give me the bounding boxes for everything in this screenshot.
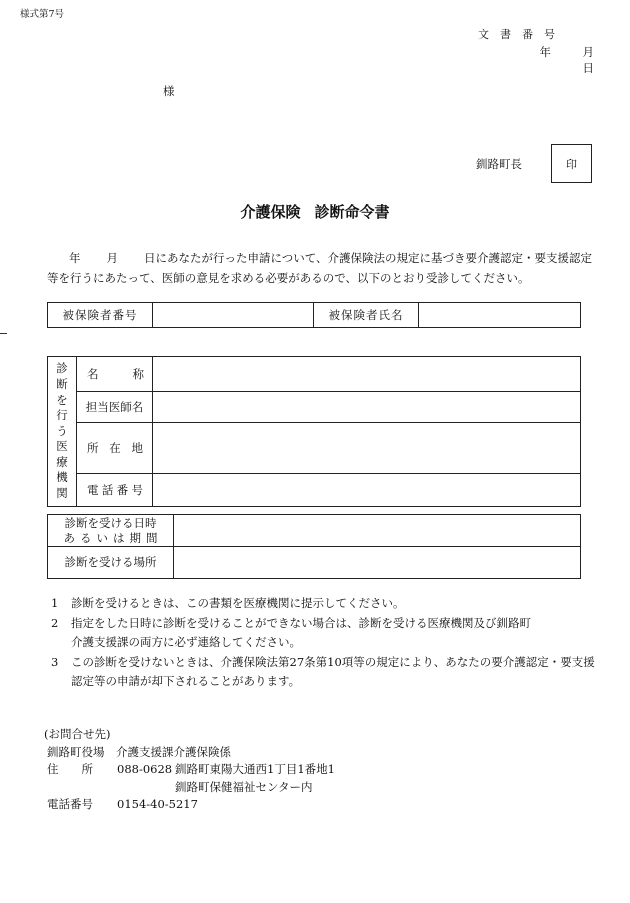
institution-group-label: 診 断 を 行 う 医 療 機 関 bbox=[48, 357, 77, 507]
notes-list bbox=[51, 594, 611, 692]
note-item: 2 指定をした日時に診断を受けることができない場合は、診断を受ける医療機関及び釧路町 介護支援課の両方に必ず連絡してください。 bbox=[51, 615, 531, 649]
contact-heading: (お問合せ先) bbox=[44, 727, 111, 741]
schedule-place-label: 診断を受ける場所 bbox=[48, 547, 174, 579]
schedule-place-field[interactable] bbox=[174, 547, 581, 579]
doctor-label: 担当医師名 bbox=[77, 392, 153, 423]
contact-postal: 088-0628 bbox=[117, 762, 173, 776]
insured-number-field[interactable] bbox=[153, 303, 314, 328]
institution-address-field[interactable] bbox=[153, 423, 581, 474]
seal-label: 印 bbox=[566, 157, 577, 171]
institution-name-field[interactable] bbox=[153, 357, 581, 392]
contact-phone: 0154-40-5217 bbox=[117, 797, 198, 811]
contact-address-line1: 釧路町東陽大通西1丁目1番地1 bbox=[175, 762, 335, 776]
insured-table bbox=[47, 302, 581, 328]
insured-name-field[interactable] bbox=[419, 303, 581, 328]
institution-phone-field[interactable] bbox=[153, 474, 581, 507]
institution-phone-label: 電 話 番 号 bbox=[77, 474, 153, 507]
institution-address-label: 所 在 地 bbox=[77, 423, 153, 474]
contact-phone-label: 電話番号 bbox=[47, 797, 93, 811]
intro-paragraph: 年 月 日にあなたが行った申請について、介護保険法の規定に基づき要介護認定・要支援認定 等を行うにあたって、医師の意見を求める必要があるので、以下のとおり受診してください。 bbox=[47, 251, 593, 285]
insured-number-label: 被保険者番号 bbox=[48, 303, 153, 328]
note-item: 3 この診断を受けないときは、介護保険法第27条第10項等の規定により、あなたの要介護認定・要支援 認定等の申請が却下されることがあります。 bbox=[51, 654, 595, 688]
schedule-datetime-label: 診断を受ける日時 あるいは期間 bbox=[48, 515, 174, 547]
contact-address-line2: 釧路町保健福祉センター内 bbox=[175, 779, 313, 794]
contact-block bbox=[44, 726, 335, 814]
insured-name-label: 被保険者氏名 bbox=[314, 303, 419, 328]
margin-mark bbox=[0, 333, 7, 334]
contact-address-label: 住 所 bbox=[47, 762, 93, 776]
institution-table bbox=[47, 356, 581, 507]
addressee-suffix: 様 bbox=[163, 84, 175, 98]
form-number: 様式第7号 bbox=[20, 9, 65, 20]
schedule-datetime-field[interactable] bbox=[174, 515, 581, 547]
document-number-label: 文 書 番 号 bbox=[478, 28, 555, 41]
note-item: 1 診断を受けるときは、この書類を医療機関に提示してください。 bbox=[51, 596, 405, 610]
institution-name-label: 名 称 bbox=[77, 357, 153, 392]
schedule-table bbox=[47, 514, 581, 579]
contact-office: 釧路町役場 介護支援課介護保険係 bbox=[47, 744, 231, 759]
date-label: 年 月 日 bbox=[539, 45, 626, 75]
issuer-name: 釧路町長 bbox=[476, 157, 522, 171]
doctor-field[interactable] bbox=[153, 392, 581, 423]
page-title: 介護保険 診断命令書 bbox=[240, 203, 390, 221]
seal-box bbox=[551, 144, 592, 183]
